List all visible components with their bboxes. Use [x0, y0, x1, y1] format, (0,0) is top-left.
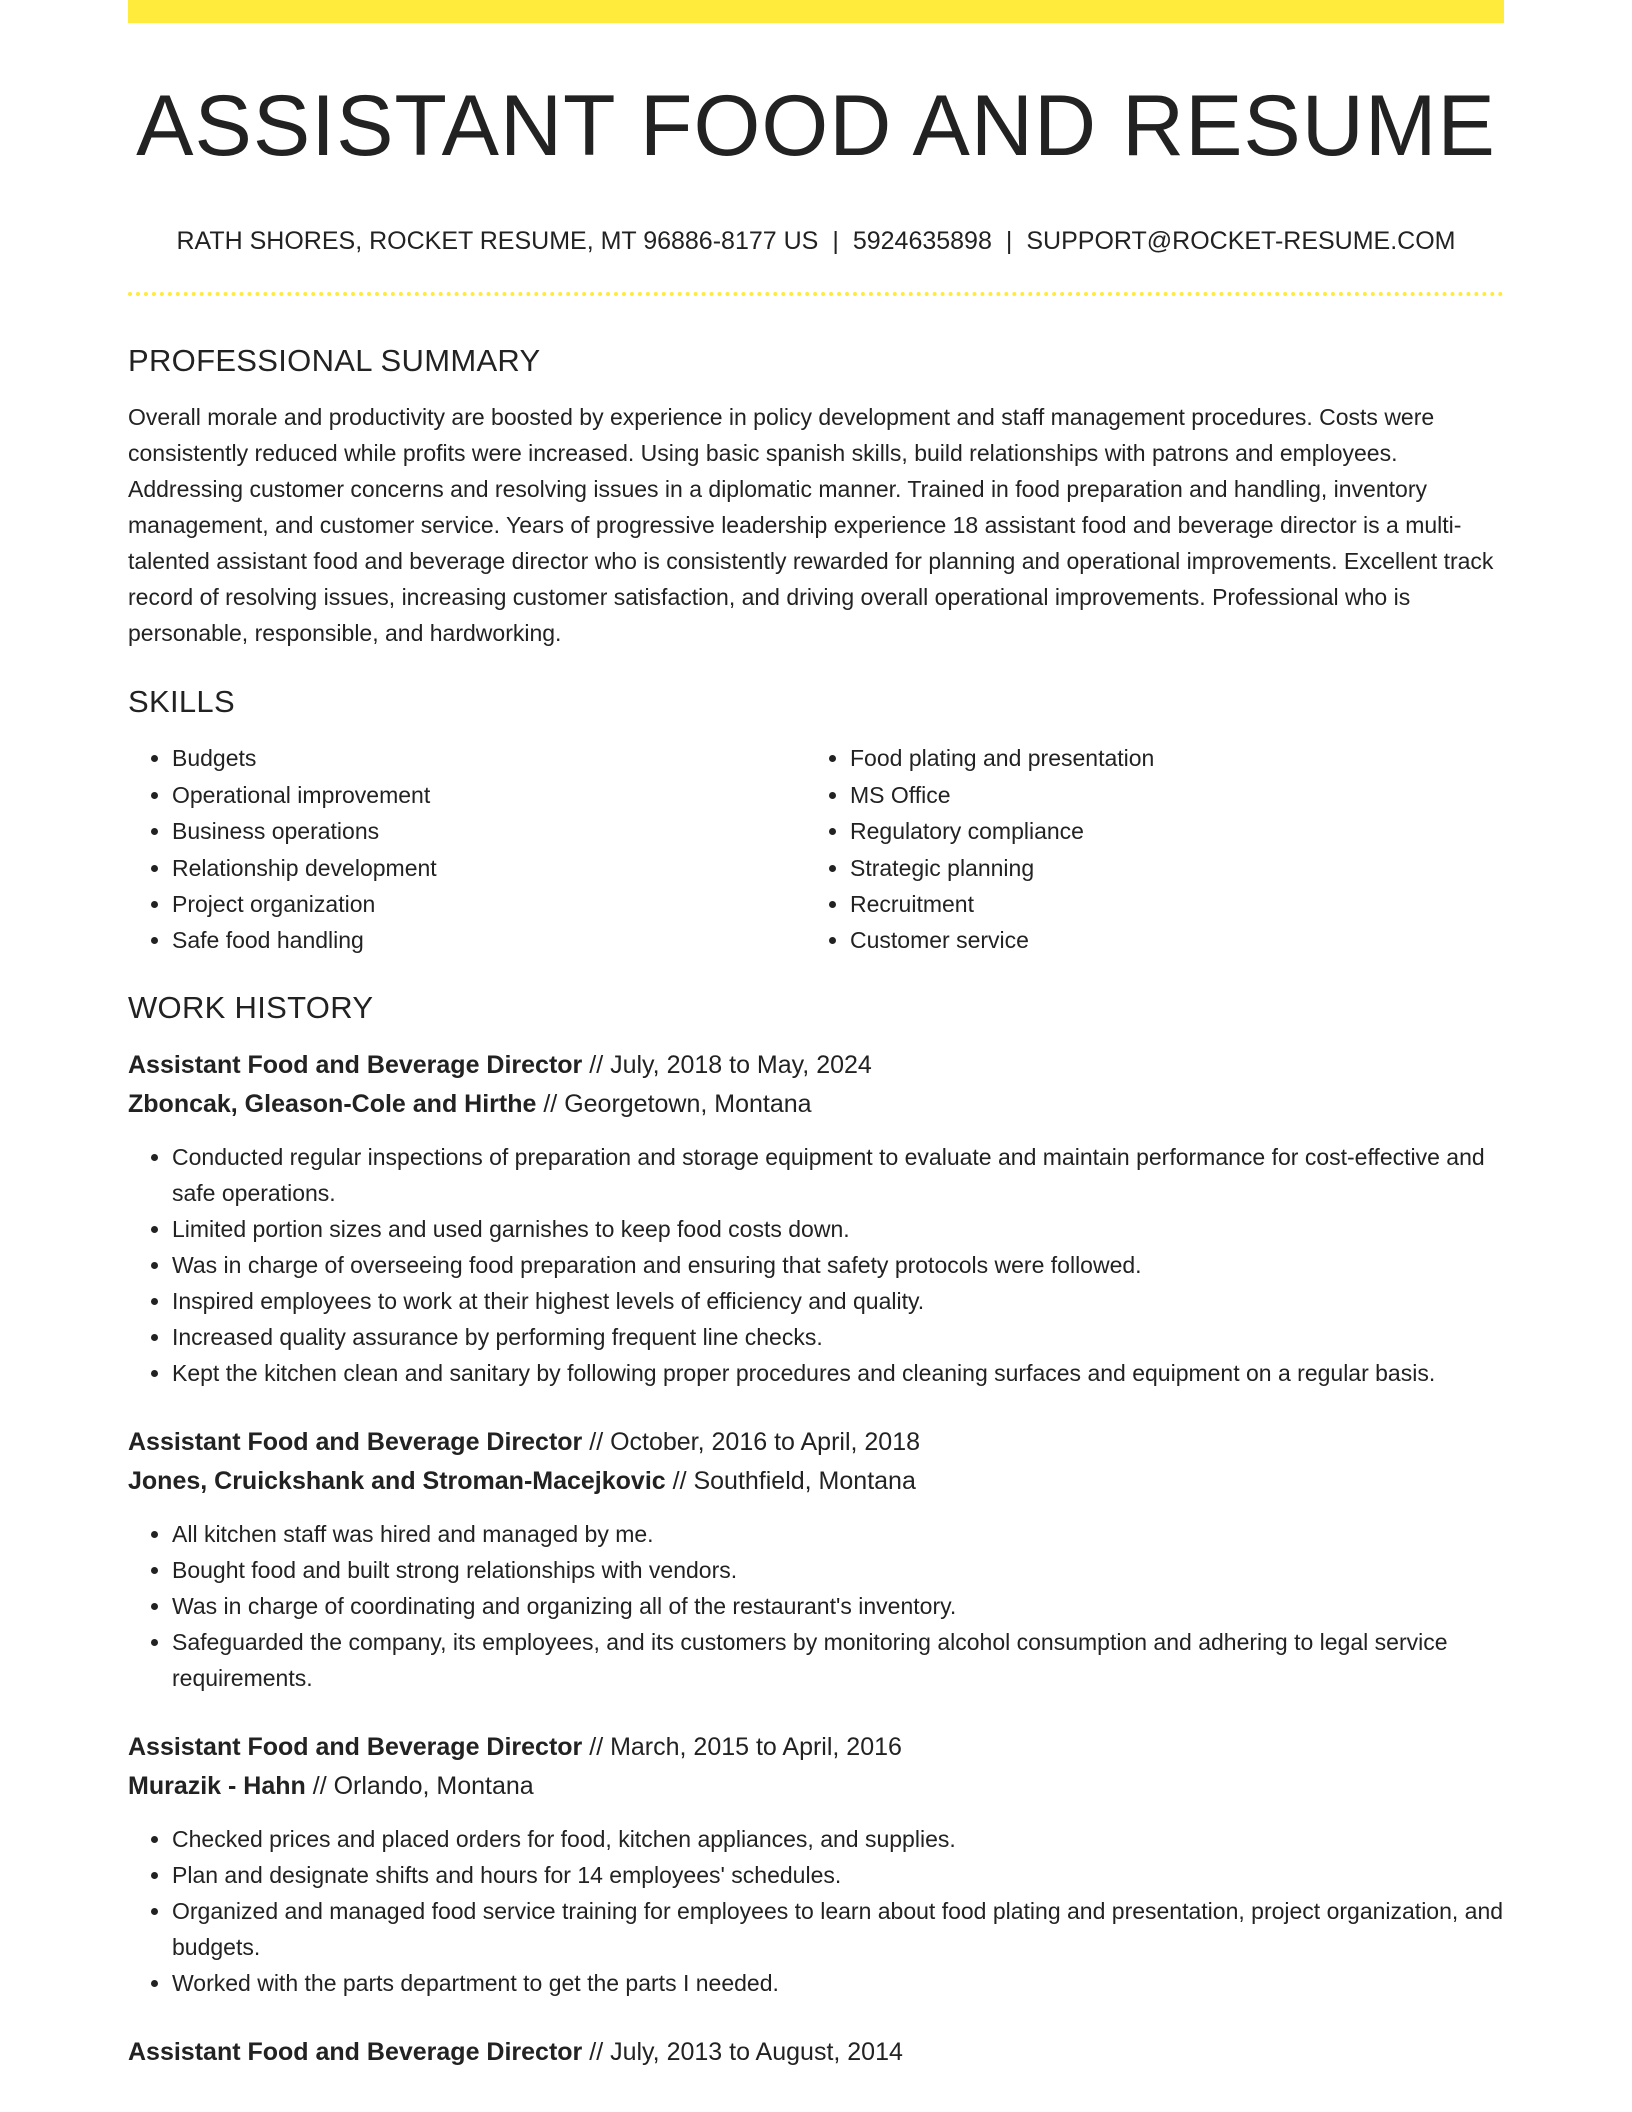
job-company-line	[128, 1085, 1504, 1124]
job-location: // Georgetown, Montana	[536, 1090, 812, 1118]
skill-item: • MS Office	[850, 777, 1484, 813]
job-location: // Orlando, Montana	[305, 1772, 534, 1800]
job-role: Assistant Food and Beverage Director	[128, 2038, 583, 2066]
skills-list	[128, 740, 1504, 958]
job-title-line	[128, 1728, 1504, 1767]
contact-line	[128, 226, 1504, 256]
skills-column-right	[806, 740, 1484, 958]
job-company: Murazik - Hahn	[128, 1772, 306, 1800]
job-role: Assistant Food and Beverage Director	[128, 1051, 583, 1079]
skills-heading: SKILLS	[128, 684, 235, 720]
job-company-line	[128, 1462, 1504, 1501]
job-company: Zboncak, Gleason-Cole and Hirthe	[128, 1090, 537, 1118]
job-bullet: • Conducted regular inspections of preparation and storage equipment to evaluate and maintain performance for cost-effective and safe operations.	[172, 1139, 1504, 1211]
resume-name: ASSISTANT FOOD AND RESUME	[136, 78, 1496, 174]
skill-item: • Food plating and presentation	[850, 740, 1484, 776]
work-history-heading: WORK HISTORY	[128, 989, 374, 1025]
skill-item: • Safe food handling	[172, 922, 806, 958]
job-entry	[128, 1728, 1504, 2001]
job-role: Assistant Food and Beverage Director	[128, 1733, 583, 1761]
job-company-line	[128, 1767, 1504, 1806]
job-dates: // July, 2018 to May, 2024	[582, 1051, 872, 1079]
job-bullet: • Inspired employees to work at their highest levels of efficiency and quality.	[172, 1283, 1504, 1319]
job-bullet: • Was in charge of overseeing food preparation and ensuring that safety protocols were followed.	[172, 1247, 1504, 1283]
job-bullet: • Was in charge of coordinating and organizing all of the restaurant's inventory.	[172, 1588, 1504, 1624]
contact-email[interactable]: SUPPORT@ROCKET-RESUME.COM	[1026, 227, 1456, 255]
job-location: // Southfield, Montana	[665, 1467, 916, 1495]
job-dates: // March, 2015 to April, 2016	[582, 1733, 902, 1761]
job-bullet: • Checked prices and placed orders for food, kitchen appliances, and supplies.	[172, 1821, 1504, 1857]
job-bullet: • All kitchen staff was hired and managed by me.	[172, 1516, 1504, 1552]
contact-separator: |	[1005, 227, 1013, 255]
job-title-line	[128, 2033, 1504, 2072]
job-bullets	[128, 1139, 1504, 1391]
summary-text: Overall morale and productivity are boosted by experience in policy development and staff management procedures. Costs were consistently reduced while profits were increased. Using basic spanish skills, build relationships with patrons and employees. Addressing customer concerns and resolving issues in a diplomatic manner. Trained in food preparation and handling, inventory management, and customer service. Years of progressive leadership experience 18 assistant food and beverage director is a multi-talented assistant food and beverage director who is consistently rewarded for planning and operational improvements. Excellent track record of resolving issues, increasing customer satisfaction, and driving overall operational improvements. Professional who is personable, responsible, and hardworking.	[128, 404, 1494, 647]
skills-column-left	[128, 740, 806, 958]
job-role: Assistant Food and Beverage Director	[128, 1428, 583, 1456]
job-bullets	[128, 1821, 1504, 2001]
skill-item: • Business operations	[172, 813, 806, 849]
skill-item: • Budgets	[172, 740, 806, 776]
job-entry	[128, 1423, 1504, 1696]
skill-item: • Relationship development	[172, 850, 806, 886]
job-dates: // October, 2016 to April, 2018	[582, 1428, 921, 1456]
dotted-divider	[128, 292, 1504, 296]
job-bullet: • Kept the kitchen clean and sanitary by following proper procedures and cleaning surfaces and equipment on a regular basis.	[172, 1355, 1504, 1391]
job-title-line	[128, 1423, 1504, 1462]
resume-page	[128, 0, 1504, 2072]
job-bullet: • Safeguarded the company, its employees, and its customers by monitoring alcohol consumption and adhering to legal service requirements.	[172, 1624, 1504, 1696]
job-bullet: • Worked with the parts department to get the parts I needed.	[172, 1965, 1504, 2001]
job-entry	[128, 2033, 1504, 2072]
accent-top-bar	[128, 0, 1504, 23]
job-company: Jones, Cruickshank and Stroman-Macejkovic	[128, 1467, 666, 1495]
skill-item: • Operational improvement	[172, 777, 806, 813]
job-bullet: • Plan and designate shifts and hours for 14 employees' schedules.	[172, 1857, 1504, 1893]
skill-item: • Recruitment	[850, 886, 1484, 922]
skill-item: • Project organization	[172, 886, 806, 922]
contact-separator: |	[832, 227, 839, 255]
job-bullet: • Organized and managed food service training for employees to learn about food plating and presentation, project organization, and budgets.	[172, 1893, 1504, 1965]
job-bullet: • Limited portion sizes and used garnishes to keep food costs down.	[172, 1211, 1504, 1247]
skill-item: • Regulatory compliance	[850, 813, 1484, 849]
contact-address: RATH SHORES, ROCKET RESUME, MT 96886-8177 US	[176, 227, 819, 255]
skill-item: • Customer service	[850, 922, 1484, 958]
contact-phone[interactable]: 5924635898	[852, 227, 992, 255]
job-bullets	[128, 1516, 1504, 1696]
skill-item: • Strategic planning	[850, 850, 1484, 886]
job-dates: // July, 2013 to August, 2014	[582, 2038, 903, 2066]
job-entry	[128, 1046, 1504, 1391]
job-bullet: • Bought food and built strong relationships with vendors.	[172, 1552, 1504, 1588]
job-title-line	[128, 1046, 1504, 1085]
summary-heading: PROFESSIONAL SUMMARY	[128, 343, 541, 378]
job-bullet: • Increased quality assurance by performing frequent line checks.	[172, 1319, 1504, 1355]
